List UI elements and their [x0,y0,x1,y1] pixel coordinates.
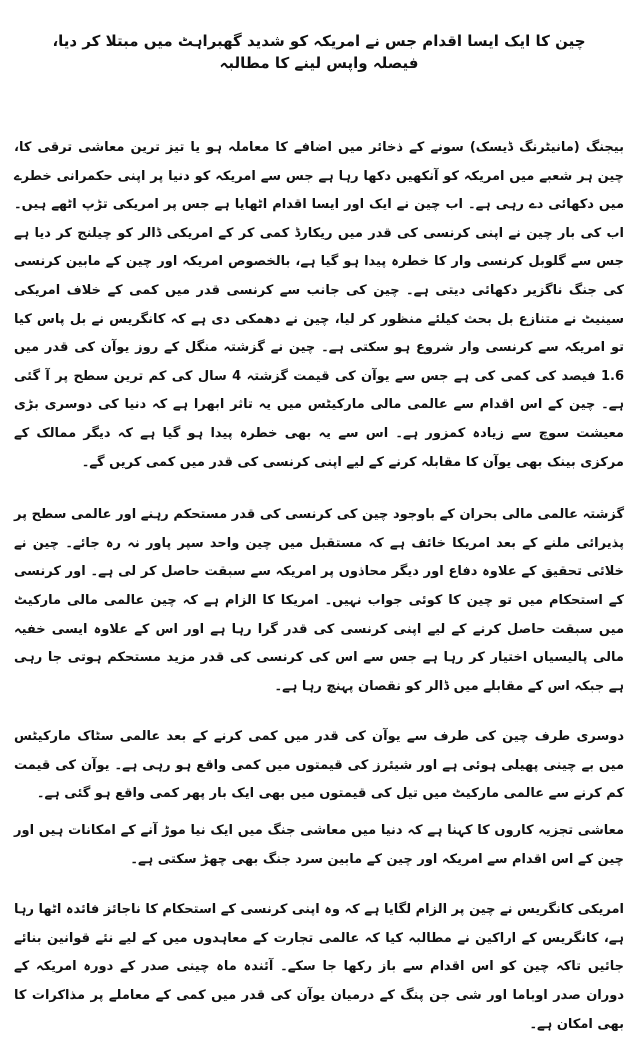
article-paragraph: امریکی کانگریس نے چین پر الزام لگایا ہے کہ وہ اپنی کرنسی کے استحکام کا ناجائز فائدہ اٹھا رہا ہے، کانگریس کے اراکین نے مطالبہ کیا کہ عالمی تجارت کے معاہدوں میں کے لیے نئے قوانین بنائے جائیں تاکہ چین کو اس اقدام سے باز رکھا جا سکے۔ آئندہ ماہ چینی صدر کے دورہ امریکہ کے دوران صدر اوباما اور شی جن پنگ کے درمیان یوآن کی قدر میں کمی کے معاملے پر مذاکرات کا بھی امکان ہے۔ [14,902,624,1032]
article-headline: چین کا ایک ایسا اقدام جس نے امریکہ کو شدید گھبراہٹ میں مبتلا کر دیا، فیصلہ واپس لینے کا مطالبہ [52,32,586,72]
article-paragraph: گزشتہ عالمی مالی بحران کے باوجود چین کی کرنسی کی قدر مستحکم رہنے اور عالمی سطح پر پذیرائی ملنے کے بعد امریکا خائف ہے کہ مستقبل میں چین واحد سپر پاور نہ رہ جائے۔ چین نے خلائی تحقیق کے علاوہ دفاع اور دیگر محاذوں پر امریکہ سے سبقت حاصل کر لی ہے۔ اور کرنسی کے استحکام میں تو چین کا کوئی جواب نہیں۔ امریکا کا الزام ہے کہ چین عالمی مالی مارکیٹ میں سبقت حاصل کرنے کے لیے اپنی کرنسی کی قدر گرا رہا ہے اور اس کے علاوہ ایسی خفیہ مالی پالیسیاں اختیار کر رہا ہے جس سے اس کی کرنسی کی قدر مزید مستحکم ہوتی جا رہی ہے جبکہ اس کے مقابلے میں ڈالر کو نقصان پہنچ رہا ہے۔ [14,507,624,694]
article-paragraph: دوسری طرف چین کی طرف سے یوآن کی قدر میں کمی کرنے کے بعد عالمی سٹاک مارکیٹس میں بے چینی پھیلی ہوئی ہے اور شیئرز کی قیمتوں میں کمی واقع ہو رہی ہے۔ یوآن کی قیمت کم کرنے سے عالمی مارکیٹ میں تیل کی قیمتوں میں بھی ایک بار پھر کمی واقع ہو گئی ہے۔ [14,729,624,802]
article-paragraph: معاشی تجزیہ کاروں کا کہنا ہے کہ دنیا میں معاشی جنگ میں ایک نیا موڑ آنے کے امکانات ہیں اور چین کے اس اقدام سے امریکہ اور چین کے مابین سرد جنگ بھی چھڑ سکتی ہے۔ [14,823,624,867]
article-paragraph: بیجنگ (مانیٹرنگ ڈیسک) سونے کے ذخائر میں اضافے کا معاملہ ہو یا تیز ترین معاشی ترقی کا، چین ہر شعبے میں امریکہ کو آنکھیں دکھا رہا ہے جس سے امریکہ کو دنیا پر اپنی حکمرانی خطرے میں دکھائی دے رہی ہے۔ اب چین نے ایک اور ایسا اقدام اٹھایا ہے جس پر امریکی تڑپ اٹھے ہیں۔ اب کی بار چین نے اپنی کرنسی کی قدر میں ریکارڈ کمی کر کے امریکی ڈالر کو چیلنج کر دیا ہے جس سے گلوبل کرنسی وار کا خطرہ پیدا ہو گیا ہے، بالخصوص امریکہ اور چین کے مابین کرنسی کی جنگ ناگزیر دکھائی دیتی ہے۔ چین کی جانب سے کرنسی قدر میں کمی کے خلاف امریکی سینیٹ نے متنازع بل بحث کیلئے منظور کر لیا، چین نے دھمکی دی ہے کہ کانگریس نے بل پاس کیا تو امریکہ سے کرنسی وار شروع ہو سکتی ہے۔ چین نے گزشتہ منگل کے روز یوآن کی قدر میں 1.6 فیصد کی کمی کی ہے جس سے یوآن کی قیمت گزشتہ 4 سال کی کم ترین سطح پر آ گئی ہے۔ چین کے اس اقدام سے عالمی مالی مارکیٹس میں یہ تاثر ابھرا ہے کہ دنیا کی دوسری بڑی معیشت سوچ سے زیادہ کمزور ہے۔ اس سے یہ بھی خطرہ پیدا ہو گیا ہے کہ دیگر ممالک کے مرکزی بینک بھی یوآن کا مقابلہ کرنے کے لیے اپنی کرنسی کی قدر میں کمی کریں گے۔ [14,140,624,470]
